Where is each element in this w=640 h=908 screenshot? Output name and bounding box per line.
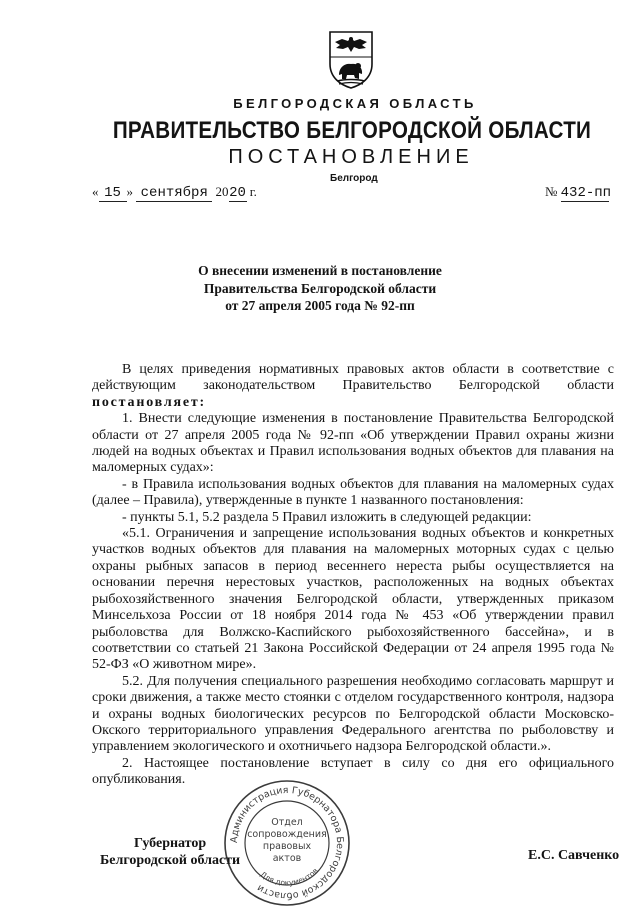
stamp-ring-text: Администрация Губернатора Белгородской области [228, 784, 346, 902]
decree-keyword: постановляет: [92, 394, 207, 410]
decree-subject [170, 262, 470, 315]
date-year-suffix: 20 [229, 185, 246, 201]
subject-line: от 27 апреля 2005 года № 92-пп [225, 298, 415, 313]
stamp-line: актов [272, 853, 302, 864]
body-paragraph: «5.1. Ограничения и запрещение использования водных объектов и конкретных участков водных объектов для плавания на маломерных моторных судах с целью охраны рыбных запасов в период весеннего нереста рыбы осуществляется на основании перечня нерестовых участков, расположенных на водных объектах рыбохозяйственного значения Белгородской области, утвержденных приказом Минсельхоза России от 18 ноября 2014 года № 453 «Об утверждении правил рыболовства для Волжско-Каспийского рыбохозяйственного бассейна», и в соответствии со статьей 21 Закона Российской Федерации от 24 апреля 1995 года № 52-ФЗ «О животном мире». [92, 526, 614, 673]
stamp-line: правовых [262, 841, 312, 852]
subject-line: О внесении изменений в постановление [198, 263, 442, 278]
decree-number [545, 184, 612, 202]
preamble-paragraph [92, 362, 614, 411]
subject-line: Правительства Белгородской области [203, 280, 437, 296]
date-year-unit: г. [249, 184, 257, 199]
government-heading: ПРАВИТЕЛЬСТВО БЕЛГОРОДСКОЙ ОБЛАСТИ [112, 117, 592, 144]
signatory-title-line: Белгородской области [100, 853, 241, 868]
decree-body [92, 362, 614, 789]
signatory-title [100, 835, 240, 869]
stamp-bottom-text: Для документов [258, 866, 320, 888]
body-paragraph: 1. Внести следующие изменения в постановление Правительства Белгородской области от 27 апреля 2005 года № 92-пп «Об утверждении Правил охраны жизни людей на водных объектах и Правил использования водных объектов для плавания на маломерных судах»: [92, 411, 614, 476]
city-label: Белгород [330, 173, 378, 184]
signatory-title-line: Губернатор [133, 836, 207, 851]
decree-date [92, 184, 257, 202]
date-open-quote: « [92, 184, 99, 199]
body-paragraph: 2. Настоящее постановление вступает в силу со дня его официального опубликования. [92, 755, 614, 788]
body-paragraph: - пункты 5.1, 5.2 раздела 5 Правил изложить в следующей редакции: [122, 509, 532, 525]
number-prefix: № [545, 184, 558, 199]
stamp-line: сопровождения [247, 829, 327, 840]
number-value: 432-пп [560, 185, 612, 201]
body-paragraph: 5.2. Для получения специального разрешения необходимо согласовать маршрут и сроки движения, а также место стоянки с отделом государственного контроля, надзора и охраны водных биологических ресурсов по Белгородской области Московско-Окского территориального управления Федерального агентства по рыболовству и управлением экологического и охотничьего надзора Белгородской области.». [92, 673, 614, 755]
stamp-line: Отдел [271, 817, 303, 828]
coat-of-arms-emblem [327, 30, 375, 90]
date-year-prefix: 20 [215, 184, 229, 199]
date-close-quote: » [126, 184, 133, 199]
document-type-heading: ПОСТАНОВЛЕНИЕ [228, 146, 474, 168]
signatory-name: Е.С. Савченко [528, 848, 620, 863]
body-paragraph: - в Правила использования водных объектов для плавания на маломерных судах (далее – Правила), утвержденные в пункте 1 названного постановления: [92, 476, 614, 509]
official-stamp [222, 778, 352, 908]
date-day: 15 [99, 185, 127, 202]
date-month: сентября [136, 185, 212, 202]
region-heading: БЕЛГОРОДСКАЯ ОБЛАСТЬ [233, 96, 477, 111]
preamble-text: В целях приведения нормативных правовых актов области в соответствие с действующим законодательством Правительство Белгородской области [92, 362, 614, 394]
